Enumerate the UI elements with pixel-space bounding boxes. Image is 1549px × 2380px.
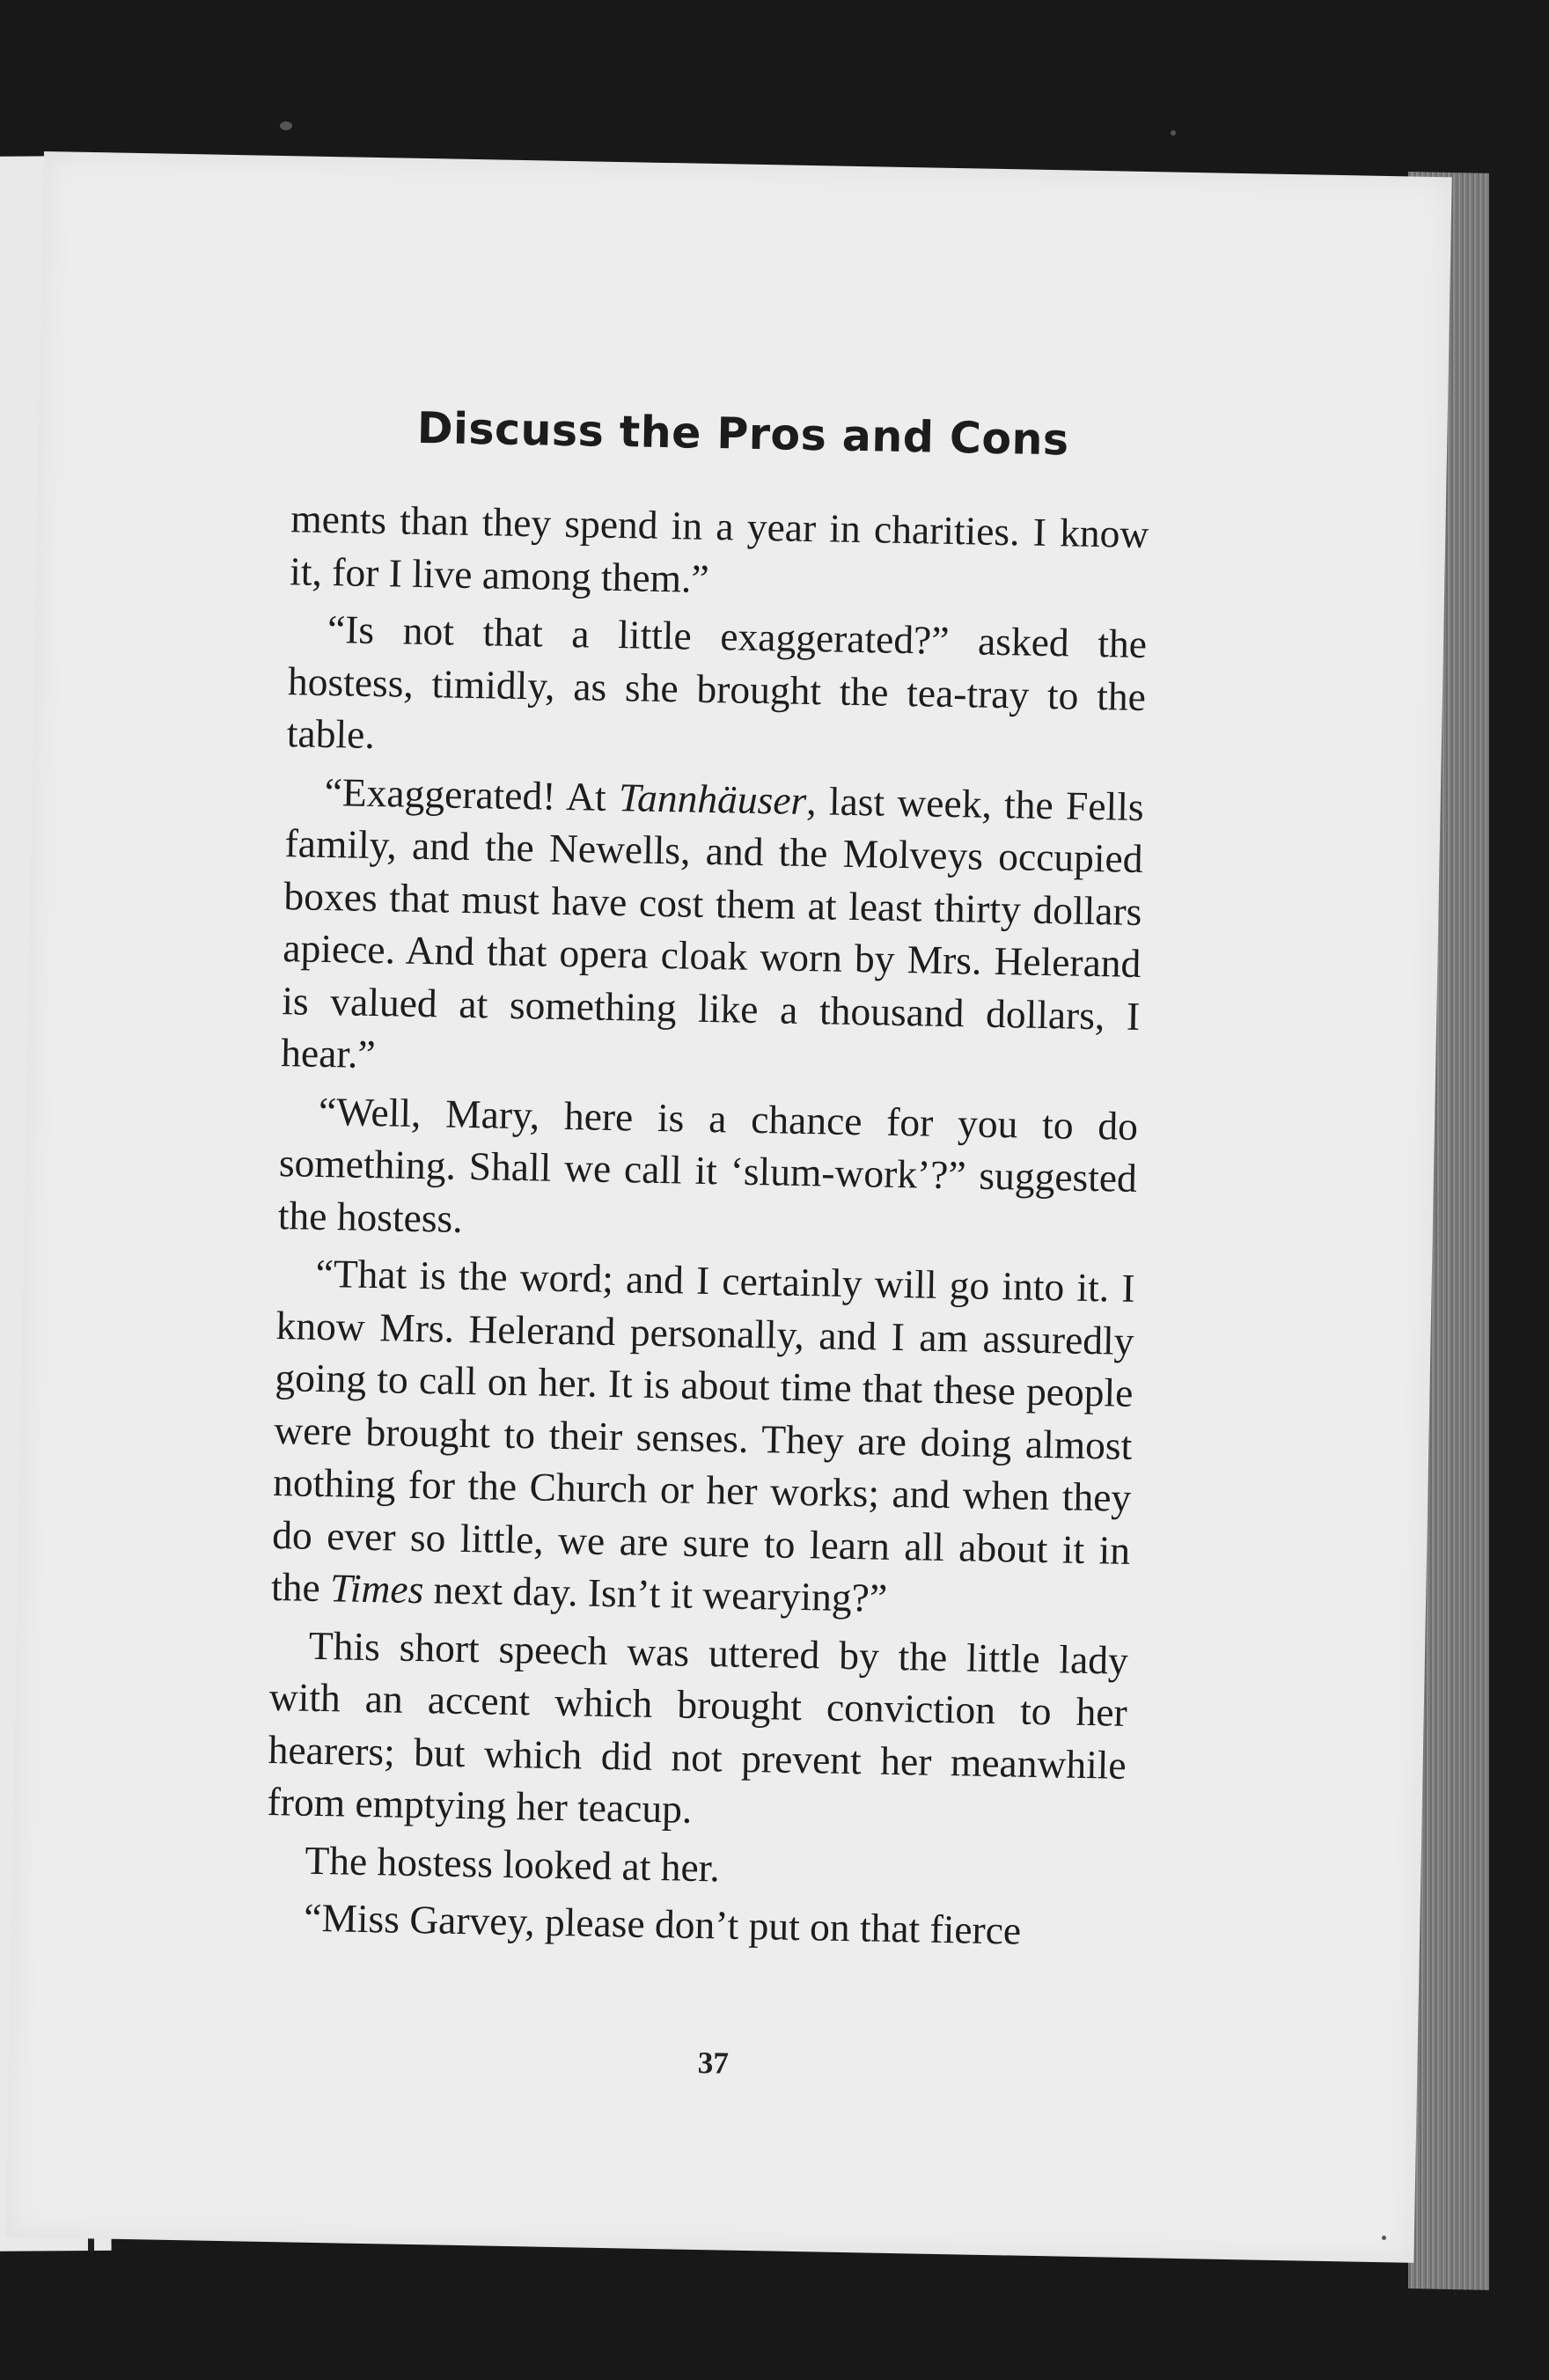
paragraph — [286, 602, 1147, 775]
running-head: Discuss the Pros and Cons — [416, 402, 1070, 466]
book-page — [6, 151, 1452, 2263]
text-run: The hostess looked at her. — [305, 1837, 721, 1890]
text-run: ments than they spend in a year in charities. I know it, for I live among them.” — [289, 496, 1149, 601]
text-run: , last week, the Fells family, and the Newells, and the Molveys occupied boxes that must have cost them at least thirty dollars apiece. And that opera cloak worn by Mrs. Helerand is valued at something like a thousand dollars, I hear.” — [280, 777, 1145, 1077]
text-run: “Miss Garvey, please don’t put on that fierce — [303, 1894, 1022, 1953]
paragraph — [277, 1084, 1138, 1257]
page-number: 37 — [697, 2045, 730, 2081]
text-run: “Well, Mary, here is a chance for you to do something. Shall we call it ‘slum-work’?” suggested the hostess. — [277, 1088, 1139, 1241]
text-run: “That is the word; and I certainly will go into it. I know Mrs. Helerand personally, and I am assuredly going to call on her. It is about time that these people were brought to their senses. They are doing almost nothing for the Church or her works; and when they do ever so little, we are sure to learn all about it in the — [270, 1250, 1136, 1611]
dust-speck — [280, 121, 292, 130]
paragraph — [267, 1618, 1128, 1843]
paragraph — [271, 1246, 1135, 1628]
text-run: “Exaggerated! At — [324, 768, 620, 819]
dust-speck — [1382, 2236, 1386, 2240]
italic-title: Times — [329, 1565, 424, 1612]
text-run: This short speech was uttered by the little lady with an accent which brought conviction to her hearers; but which did not prevent her meanwhile from emptying her teacup. — [267, 1622, 1129, 1832]
italic-title: Tannhäuser — [618, 774, 807, 823]
page-body-text — [265, 492, 1149, 1964]
paragraph — [265, 1891, 1124, 1958]
paragraph — [266, 1833, 1125, 1900]
text-run: next day. Isn’t it wearying?” — [422, 1567, 888, 1620]
dust-speck — [1171, 130, 1176, 136]
text-run: “Is not that a little exaggerated?” asked the hostess, timidly, as she brought the tea-tray to the table. — [286, 606, 1148, 757]
paragraph — [281, 765, 1144, 1095]
paragraph — [290, 492, 1149, 613]
